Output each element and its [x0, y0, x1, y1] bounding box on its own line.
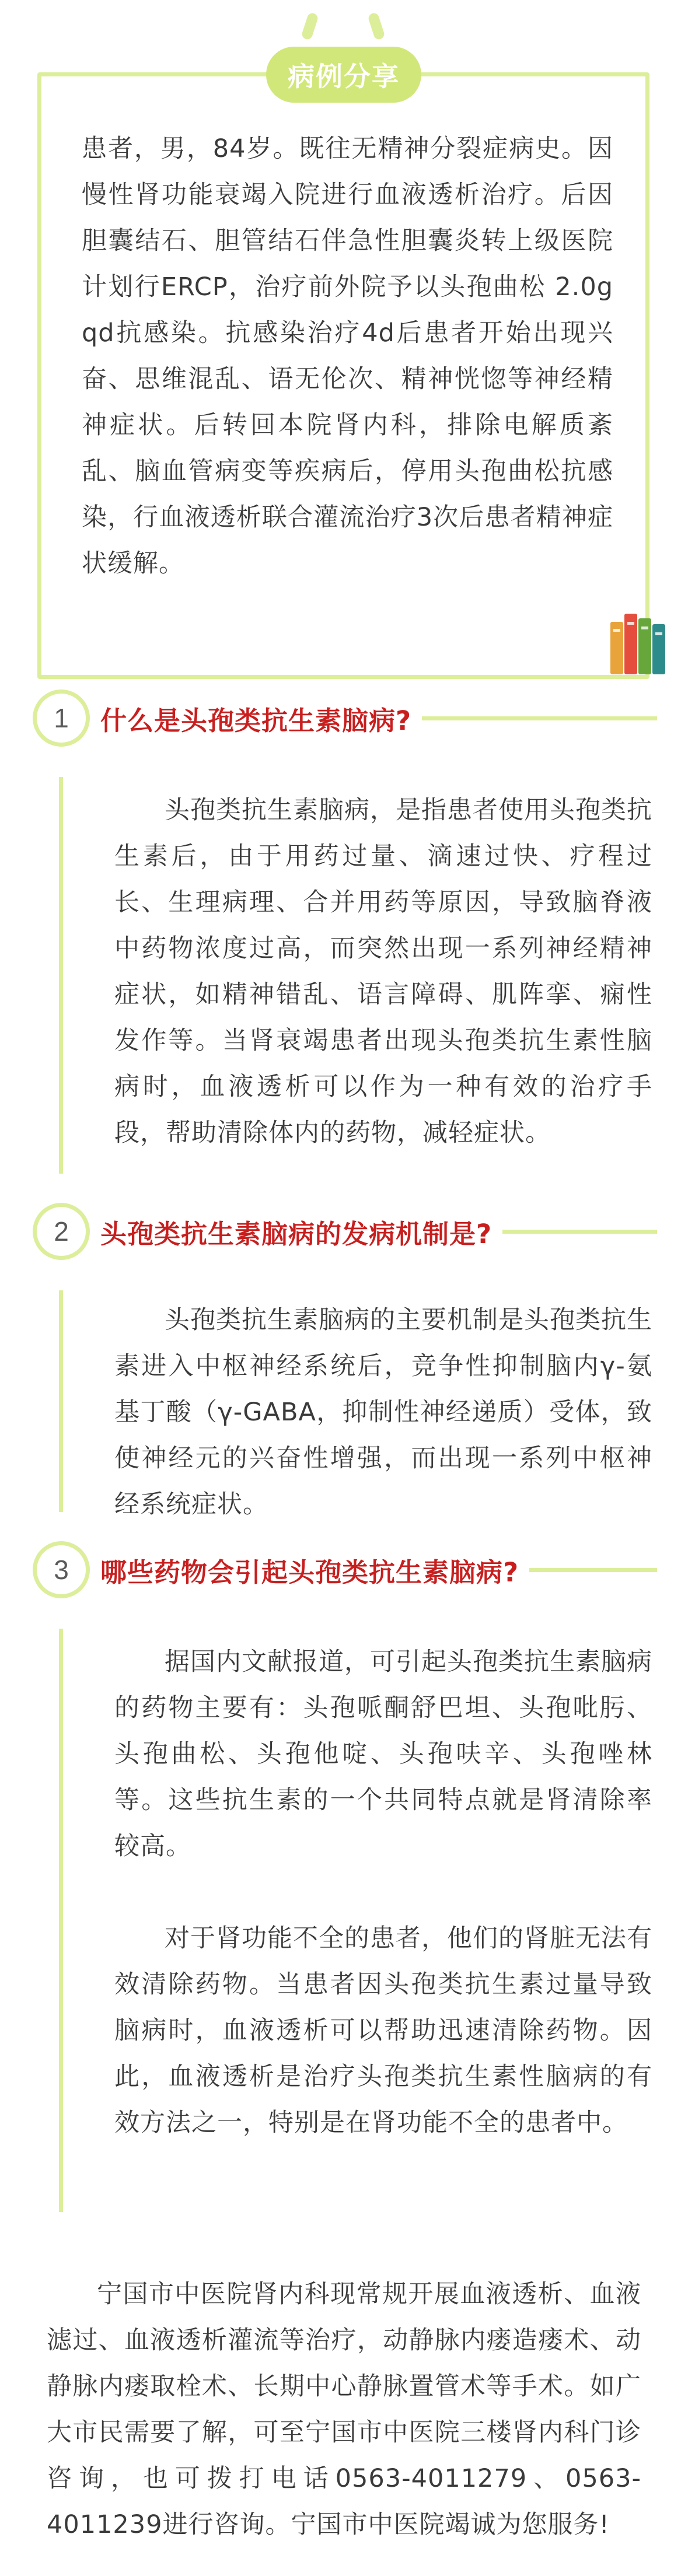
- section-body: [114, 1297, 652, 1528]
- section-3: [33, 1541, 657, 2137]
- section-header: [33, 1541, 657, 1598]
- section-2: [33, 1203, 657, 1519]
- section-title: 头孢类抗生素脑病的发病机制是?: [100, 1218, 493, 1250]
- section-rule: [59, 777, 63, 1174]
- hospital-service-info: 宁国市中医院肾内科现常规开展血液透析、血液滤过、血液透析灌流等治疗，动静脉内瘘造瘘术、动静脉内瘘取栓术、长期中心静脉置管术等手术。如广大市民需要了解，可至宁国市中医院三楼肾内科门诊咨询，也可拨打电话0563-4011279、0563-4011239进行咨询。宁国市中医院竭诚为您服务!: [47, 2280, 641, 2539]
- section-title-wrap: [90, 1208, 502, 1255]
- section-number: 3: [54, 1555, 69, 1585]
- section-number-badge: [33, 690, 90, 747]
- section-title-wrap: [90, 1546, 529, 1594]
- section-paragraph: 据国内文献报道，可引起头孢类抗生素脑病的药物主要有：头孢哌酮舒巴坦、头孢吡肟、头孢曲松、头孢他啶、头孢呋辛、头孢唑林等。这些抗生素的一个共同特点就是肾清除率较高。: [114, 1647, 652, 1861]
- section-paragraph: 头孢类抗生素脑病的主要机制是头孢类抗生素进入中枢神经系统后，竞争性抑制脑内γ-氨基丁酸（γ-GABA，抑制性神经递质）受体，致使神经元的兴奋性增强，而出现一系列中枢神经系统症状。: [114, 1306, 652, 1519]
- section-number-badge: [33, 1541, 90, 1598]
- section-title-wrap: [90, 694, 422, 742]
- clip-icon: [301, 12, 319, 40]
- clip-icon: [367, 12, 385, 40]
- books-icon: [609, 611, 668, 676]
- section-paragraph: 对于肾功能不全的患者，他们的肾脏无法有效清除药物。当患者因头孢类抗生素过量导致脑病时，血液透析可以帮助迅速清除药物。因此，血液透析是治疗头孢类抗生素性脑病的有效方法之一，特别是在肾功能不全的患者中。: [114, 1924, 652, 2137]
- section-1: [33, 690, 657, 1147]
- section-number-badge: [33, 1203, 90, 1260]
- section-rule: [59, 1629, 63, 2212]
- section-header: [33, 690, 657, 747]
- section-paragraph: 头孢类抗生素脑病，是指患者使用头孢类抗生素后，由于用药过量、滴速过快、疗程过长、生理病理、合并用药等原因，导致脑脊液中药物浓度过高，而突然出现一系列神经精神症状，如精神错乱、语言障碍、肌阵挛、痫性发作等。当肾衰竭患者出现头孢类抗生素性脑病时，血液透析可以作为一种有效的治疗手段，帮助清除体内的药物，减轻症状。: [114, 796, 652, 1147]
- case-tag-label: 病例分享: [288, 61, 400, 92]
- section-body: [114, 788, 652, 1156]
- case-tag: [266, 47, 421, 103]
- section-header: [33, 1203, 657, 1260]
- section-body: [114, 1639, 652, 2146]
- section-number: 2: [54, 1216, 69, 1247]
- section-title: 哪些药物会引起头孢类抗生素脑病?: [100, 1556, 519, 1588]
- section-number: 1: [54, 703, 69, 733]
- case-text: 患者，男，84岁。既往无精神分裂症病史。因慢性肾功能衰竭入院进行血液透析治疗。后因胆囊结石、胆管结石伴急性胆囊炎转上级医院计划行ERCP，治疗前外院予以头孢曲松 2.0g qd抗感染。抗感染治疗4d后患者开始出现兴奋、思维混乱、语无伦次、精神恍惚等神经精神症状。后转回本院肾内科，排除电解质紊乱、脑血管病变等疾病后，停用头孢曲松抗感染，行血液透析联合灌流治疗3次后患者精神症状缓解。: [82, 134, 613, 578]
- section-title: 什么是头孢类抗生素脑病?: [100, 705, 412, 736]
- section-rule: [59, 1290, 63, 1512]
